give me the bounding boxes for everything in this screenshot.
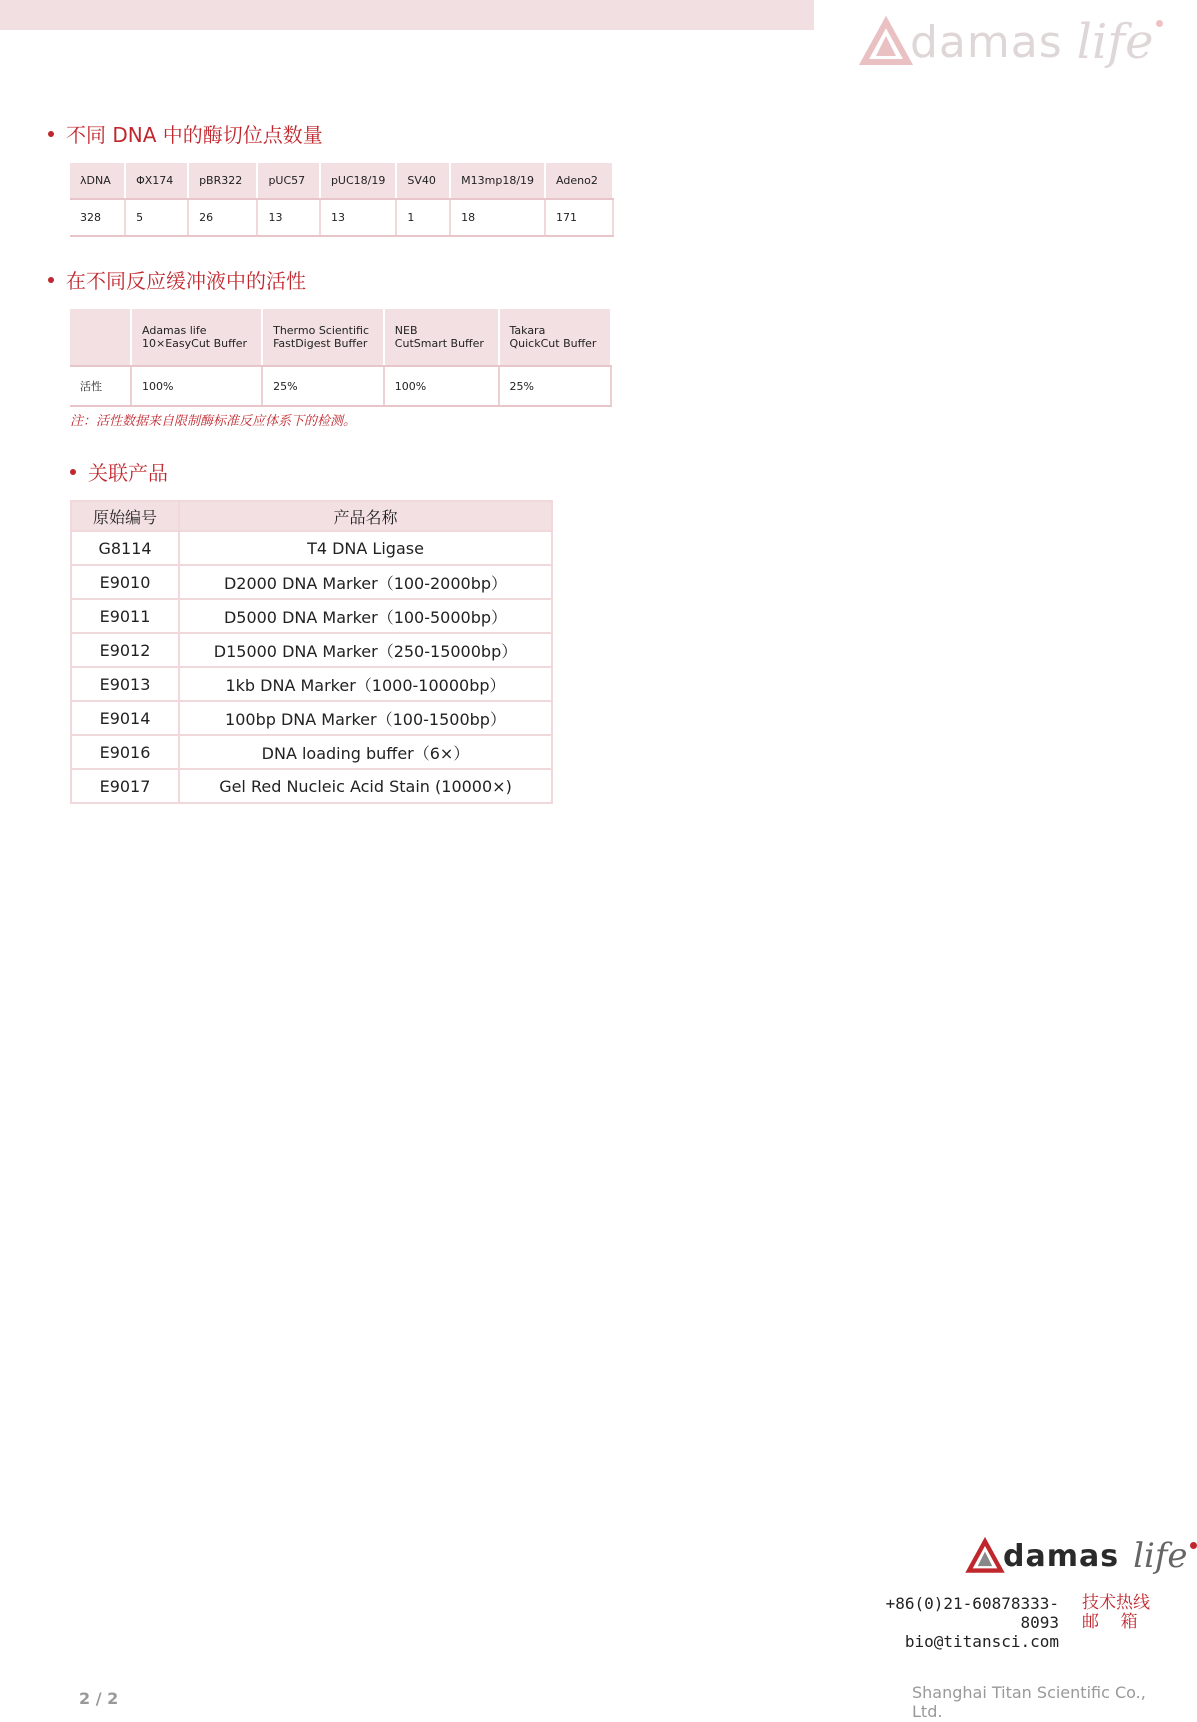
page-number: 2 / 2 <box>79 1689 119 1708</box>
logo-script: life <box>1133 1536 1188 1576</box>
email-label: 邮 箱 <box>1082 1612 1138 1632</box>
table-row <box>71 735 552 769</box>
table-row <box>70 366 611 406</box>
logo-script: life <box>1076 14 1154 70</box>
product-code: E9016 <box>71 735 179 769</box>
table-header-cell: Thermo Scientific FastDigest Buffer <box>262 309 384 366</box>
section-title: 在不同反应缓冲液中的活性 <box>66 269 306 293</box>
header-band <box>0 0 814 30</box>
contact-values <box>857 1594 1059 1651</box>
product-code: E9011 <box>71 599 179 633</box>
table-row <box>71 633 552 667</box>
product-code: E9013 <box>71 667 179 701</box>
table-header-cell <box>70 309 131 366</box>
logo-dot-icon <box>1156 20 1163 27</box>
table-row <box>70 199 613 236</box>
activity-note: 注：活性数据来自限制酶标准反应体系下的检测。 <box>70 414 357 429</box>
product-code: E9010 <box>71 565 179 599</box>
table-header-cell: Adeno2 <box>545 163 613 199</box>
product-name: D5000 DNA Marker（100-5000bp） <box>179 599 552 633</box>
table-header-row <box>70 163 613 199</box>
bullet-icon <box>70 469 76 475</box>
table-cell: 25% <box>262 366 384 406</box>
logo-word: damas <box>910 16 1063 68</box>
product-name: D2000 DNA Marker（100-2000bp） <box>179 565 552 599</box>
table-cell: 100% <box>131 366 262 406</box>
product-code: E9014 <box>71 701 179 735</box>
table-header-cell: pBR322 <box>188 163 257 199</box>
brand-logo-footer <box>967 1536 1197 1576</box>
table-cell: 100% <box>384 366 499 406</box>
product-name: T4 DNA Ligase <box>179 531 552 565</box>
product-name: 100bp DNA Marker（100-1500bp） <box>179 701 552 735</box>
product-code: G8114 <box>71 531 179 565</box>
table-header-cell: λDNA <box>70 163 125 199</box>
table-header-cell: NEB CutSmart Buffer <box>384 309 499 366</box>
product-name: DNA loading buffer（6×） <box>179 735 552 769</box>
logo-triangle-icon <box>967 1540 1003 1572</box>
table-header-cell: ΦX174 <box>125 163 188 199</box>
section-heading-related-products <box>70 457 168 486</box>
logo-word: damas <box>1003 1538 1120 1574</box>
table-row <box>71 531 552 565</box>
table-header-cell: Takara QuickCut Buffer <box>499 309 612 366</box>
related-products-table <box>70 500 553 804</box>
table-cell: 171 <box>545 199 613 236</box>
logo-triangle-icon <box>862 20 910 64</box>
product-name: D15000 DNA Marker（250-15000bp） <box>179 633 552 667</box>
table-header-cell: 产品名称 <box>179 501 552 531</box>
phone-label: 技术热线 <box>1082 1593 1150 1613</box>
table-header-row <box>71 501 552 531</box>
table-row <box>71 701 552 735</box>
table-header-cell: 原始编号 <box>71 501 179 531</box>
row-label: 活性 <box>70 366 131 406</box>
buffer-activity-table <box>70 309 612 407</box>
table-header-cell: Adamas life 10×EasyCut Buffer <box>131 309 262 366</box>
table-cell: 26 <box>188 199 257 236</box>
table-cell: 1 <box>396 199 450 236</box>
bullet-icon <box>48 277 54 283</box>
product-name: Gel Red Nucleic Acid Stain (10000×) <box>179 769 552 803</box>
table-header-row <box>70 309 611 366</box>
table-header-cell: M13mp18/19 <box>450 163 545 199</box>
email-address[interactable]: bio@titansci.com <box>904 1632 1059 1651</box>
product-name: 1kb DNA Marker（1000-10000bp） <box>179 667 552 701</box>
table-header-cell: SV40 <box>396 163 450 199</box>
table-row <box>71 599 552 633</box>
table-row <box>71 667 552 701</box>
bullet-icon <box>48 131 54 137</box>
table-cell: 5 <box>125 199 188 236</box>
section-title: 不同 DNA 中的酶切位点数量 <box>66 123 323 147</box>
table-row <box>71 565 552 599</box>
logo-dot-icon <box>1190 1542 1197 1549</box>
table-cell: 18 <box>450 199 545 236</box>
brand-logo-header <box>862 14 1163 70</box>
table-cell: 25% <box>499 366 612 406</box>
table-cell: 13 <box>320 199 396 236</box>
contact-labels <box>1082 1594 1150 1632</box>
product-code: E9017 <box>71 769 179 803</box>
table-cell: 328 <box>70 199 125 236</box>
company-name: Shanghai Titan Scientific Co., Ltd. <box>912 1683 1146 1721</box>
table-row <box>71 769 552 803</box>
section-title: 关联产品 <box>88 461 168 485</box>
phone-number: +86(0)21-60878333-8093 <box>885 1594 1059 1632</box>
section-heading-cut-sites <box>48 119 323 148</box>
section-heading-buffer-activity <box>48 265 306 294</box>
product-code: E9012 <box>71 633 179 667</box>
cut-sites-table <box>70 163 614 237</box>
table-header-cell: pUC18/19 <box>320 163 396 199</box>
table-header-cell: pUC57 <box>257 163 320 199</box>
table-cell: 13 <box>257 199 320 236</box>
